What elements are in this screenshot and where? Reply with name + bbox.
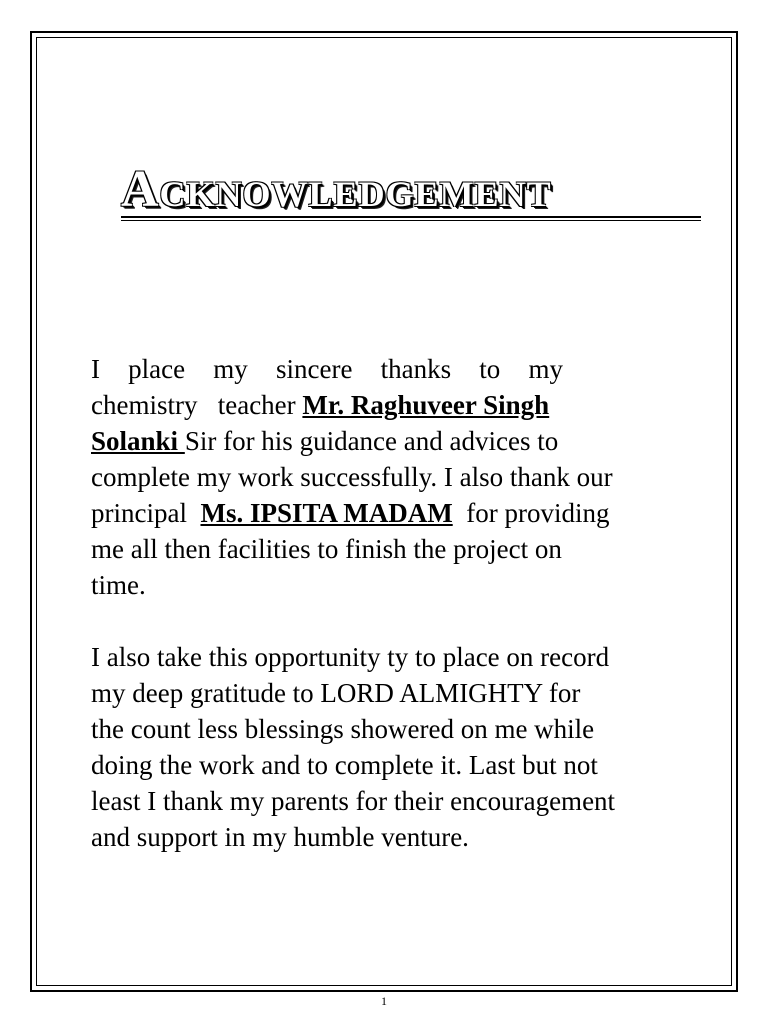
title-underline [121,216,701,218]
paragraph-2-line: doing the work and to complete it. Last but not [91,750,598,780]
word: my [213,354,248,384]
paragraph-2-line: the count less blessings showered on me while [91,714,595,744]
teacher-name: Mr. Raghuveer Singh [302,390,550,420]
word: place [128,354,186,384]
paragraph-2-line: least I thank my parents for their encouragement [91,786,616,816]
line-text: Sir for his guidance and advices to [184,426,559,456]
paragraph-1-line-3 [91,423,677,459]
paragraph-2-line: my deep gratitude to LORD ALMIGHTY for [91,678,581,708]
paragraph-1-line-5 [91,495,677,531]
paragraph-1-line-1 [91,351,563,387]
line-text: for providing [452,498,610,528]
word: my [528,354,563,384]
line-text: principal [91,498,201,528]
word: to [479,354,501,384]
principal-name: Ms. IPSITA MADAM [200,498,453,528]
page-number: 1 [381,994,387,1008]
paragraph-1-line-6: me all then facilities to finish the project on [91,534,562,564]
word: thanks [380,354,452,384]
paragraph-1-line-4: complete my work successfully. I also thank our [91,462,613,492]
teacher-surname: Solanki [91,426,185,456]
page-title: Acknowledgement [121,161,552,218]
paragraph-1-line-7: time. [91,570,146,600]
paragraph-2-line: I also take this opportunity ty to place on record [91,642,610,672]
word: sincere [275,354,353,384]
acknowledgement-paragraph-2 [91,639,677,855]
title-underline-secondary [121,220,701,221]
line-text: chemistry teacher [91,390,303,420]
acknowledgement-paragraph-1 [91,351,677,603]
paragraph-1-line-2 [91,387,677,423]
paragraph-2-line: and support in my humble venture. [91,822,469,852]
word: I [91,354,100,384]
